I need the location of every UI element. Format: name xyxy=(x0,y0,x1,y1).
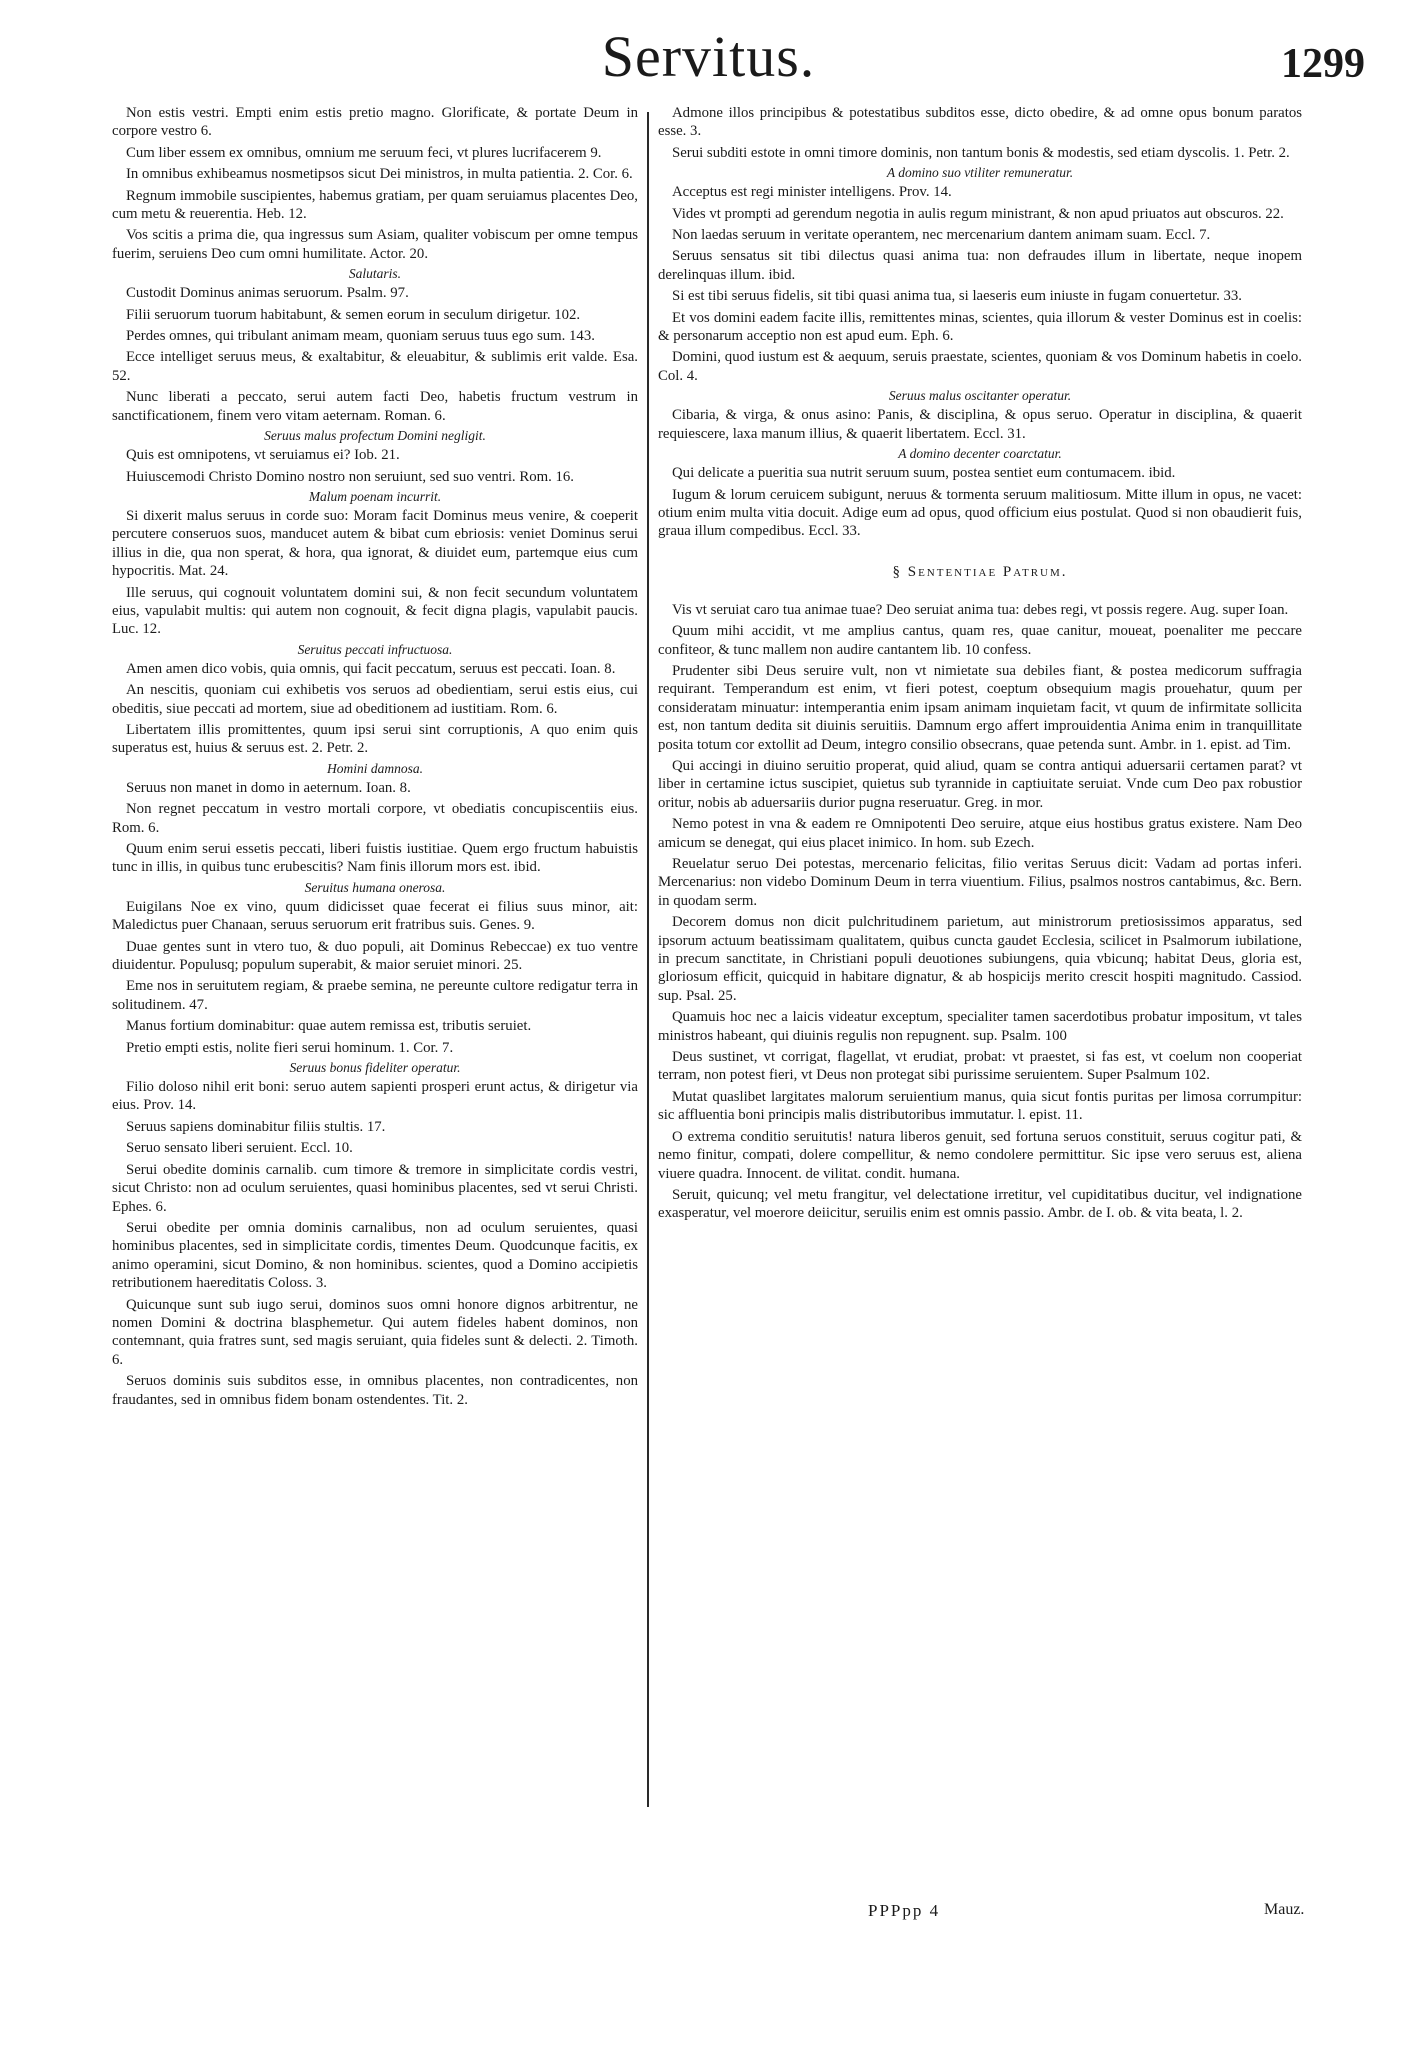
section-heading: A domino decenter coarctatur. xyxy=(898,446,1062,462)
paragraph: Ecce intelliget seruus meus, & exaltabitur, & eleuabitur, & sublimis erit valde. Esa. 52. xyxy=(112,349,638,384)
paragraph: Non estis vestri. Empti enim estis pretio magno. Glorificate, & portate Deum in corpore vestro 6. xyxy=(112,105,638,140)
paragraph: Acceptus est regi minister intelligens. Prov. 14. xyxy=(672,184,952,201)
paragraph: Vides vt prompti ad gerendum negotia in aulis regum ministrant, & non apud priuatos aut obscuros. 22. xyxy=(672,205,1284,222)
paragraph: Perdes omnes, qui tribulant animam meam, quoniam seruus tuus ego sum. 143. xyxy=(126,328,595,345)
paragraph: Huiuscemodi Christo Domino nostro non seruiunt, sed suo ventri. Rom. 16. xyxy=(126,468,574,485)
paragraph: Si est tibi seruus fidelis, sit tibi quasi anima tua, si laeseris eum iniuste in fugam conuertetur. 33. xyxy=(672,288,1242,305)
left-column xyxy=(112,104,638,1884)
section-heading: Seruus malus oscitanter operatur. xyxy=(888,388,1072,404)
signature-mark: PPPpp 4 xyxy=(868,1901,941,1920)
section-heading: Salutaris. xyxy=(348,266,402,282)
paragraph: Admone illos principibus & potestatibus subditos esse, dicto obedire, & ad omne opus bonum paratos esse. 3. xyxy=(658,105,1302,140)
paragraph: Quum mihi accidit, vt me amplius cantus, quam res, quae canitur, moueat, poenaliter me peccare confiteor, & tunc mallem non audire cantantem lib. 10 confess. xyxy=(658,623,1302,658)
paragraph: Vis vt seruiat caro tua animae tuae? Deo seruiat anima tua: debes regi, vt possis regere. Aug. super Ioan. xyxy=(672,601,1289,618)
paragraph: Qui delicate a pueritia sua nutrit seruum suum, postea sentiet eum contumacem. ibid. xyxy=(672,465,1176,482)
paragraph: Seruo sensato liberi seruient. Eccl. 10. xyxy=(126,1140,353,1157)
paragraph: Seruus sapiens dominabitur filiis stultis. 17. xyxy=(126,1118,386,1135)
paragraph: Ille seruus, qui cognouit voluntatem domini sui, & non fecit secundum voluntatem eius, vapulabit multis: qui autem non cognouit, & fecit digna plagis, vapulabit paucis. Luc. 12. xyxy=(112,584,638,638)
paragraph: Seruit, quicunq; vel metu frangitur, vel delectatione irretitur, vel cupiditatibus ducitur, vel indignatione exasperatur, vel moerore deiicitur, seruilis enim est omnis passio. Ambr. de I. ob. & vita beata, l. 2. xyxy=(658,1186,1302,1222)
paragraph: Deus sustinet, vt corrigat, flagellat, vt erudiat, probat: vt praestet, si fas est, vt coelum non cooperiat terram, non potest fieri, vt Deus non protegat sibi purissime seruientem. Super Psalmum 102. xyxy=(658,1049,1302,1084)
page-number: 1299 xyxy=(1281,41,1365,87)
paragraph: Serui subditi estote in omni timore dominis, non tantum bonis & modestis, sed etiam dyscolis. 1. Petr. 2. xyxy=(672,144,1290,161)
section-heading: Seruus malus profectum Domini negligit. xyxy=(264,428,486,444)
paragraph: Iugum & lorum ceruicem subigunt, neruus & tormenta seruum malitiosum. Mitte illum in opus, ne vacet: otium enim multa vitia docuit. Adige eum ad opus, quod officium eius postulat. Quod si non obaudierit fuis, graua illum compedibus. Eccl. 33. xyxy=(658,486,1302,540)
paragraph: Libertatem illis promittentes, quum ipsi serui sint corruptionis, A quo enim quis superatus est, huius & seruus est. 2. Petr. 2. xyxy=(112,721,638,757)
section-heading: Malum poenam incurrit. xyxy=(308,488,442,504)
section-heading: Seruitus humana onerosa. xyxy=(304,879,446,895)
paragraph: Eme nos in seruitutem regiam, & praebe semina, ne pereunte cultore redigatur terra in solitudinem. 47. xyxy=(112,978,638,1013)
paragraph: Euigilans Noe ex vino, quum didicisset quae fecerat ei filius suus minor, ait: Maledictus puer Chanaan, seruus seruorum erit fratribus suis. Genes. 9. xyxy=(112,898,638,934)
section-heading: Homini damnosa. xyxy=(326,760,423,776)
paragraph: Quicunque sunt sub iugo serui, dominos suos omni honore dignos arbitrentur, ne nomen Domini & doctrina blasphemetur. Qui autem fideles habent dominos, non contemnant, quia fratres sunt, sed magis seruiant, quia fideles sunt & delecti. 2. Timoth. 6. xyxy=(112,1296,638,1368)
paragraph: Qui accingi in diuino seruitio properat, quid aliud, quam se contra antiqui aduersarii certamen parat? vt liber in certamine ictus suscipiet, quietus sub tyrannide in captiuitate seruiat. Vnde cum Deo pax robustior oritur, nobis ab aduersariis durior pugna reseruatur. Greg. in mor. xyxy=(658,757,1302,811)
paragraph: Pretio empti estis, nolite fieri serui hominum. 1. Cor. 7. xyxy=(126,1039,454,1056)
paragraph: Manus fortium dominabitur: quae autem remissa est, tributis seruiet. xyxy=(126,1018,532,1035)
paragraph: Et vos domini eadem facite illis, remittentes minas, scientes, quia illorum & vester Dominus est in coelis: & personarum acceptio non est apud eum. Eph. 6. xyxy=(658,309,1302,345)
paragraph: Seruus sensatus sit tibi dilectus quasi anima tua: non defraudes illum in libertate, neque inopem derelinquas illum. ibid. xyxy=(658,248,1302,283)
paragraph: Quis est omnipotens, vt seruiamus ei? Iob. 21. xyxy=(126,447,400,464)
column-divider xyxy=(647,112,649,1807)
paragraph: Seruus non manet in domo in aeternum. Ioan. 8. xyxy=(126,779,411,796)
paragraph: O extrema conditio seruitutis! natura liberos genuit, sed fortuna seruos constituit, seruus cogitur pati, & nemo finitur, compati, dolere compellitur, & nemo condolere permittitur. Sic ipse vero seruus est, aliena viuere quadra. Innocent. de vilitat. condit. humana. xyxy=(658,1128,1302,1182)
paragraph: Non regnet peccatum in vestro mortali corpore, vt obediatis concupiscentiis eius. Rom. 6. xyxy=(112,801,638,836)
paragraph: Nunc liberati a peccato, serui autem facti Deo, habetis fructum vestrum in sanctificationem, finem vero vitam aeternam. Roman. 6. xyxy=(112,389,638,424)
paragraph: Quamuis hoc nec a laicis videatur exceptum, specialiter tamen sacerdotibus probatur impositum, vt tales ministros habeant, qui diuinis regulis non repugnent. sup. Psalm. 100 xyxy=(658,1009,1302,1044)
paragraph: Quum enim serui essetis peccati, liberi fuistis iustitiae. Quem ergo fructum habuistis tunc in illis, in quibus tunc erubescitis? Nam finis illorum mors est. ibid. xyxy=(112,841,638,876)
major-section-heading: § Sententiae Patrum. xyxy=(892,563,1068,580)
paragraph: Duae gentes sunt in vtero tuo, & duo populi, ait Dominus Rebeccae) ex tuo ventre diuidentur. Populusq; populum superabit, & maior seruiet minori. 25. xyxy=(112,938,638,974)
paragraph: Custodit Dominus animas seruorum. Psalm. 97. xyxy=(126,285,409,302)
paragraph: An nescitis, quoniam cui exhibetis vos seruos ad obedientiam, serui estis eius, cui obeditis, siue peccati ad mortem, siue ad obeditionem ad iustitiam. Rom. 6. xyxy=(112,682,638,717)
paragraph: Filii seruorum tuorum habitabunt, & semen eorum in seculum dirigetur. 102. xyxy=(126,306,581,323)
paragraph: Filio doloso nihil erit boni: seruo autem sapienti prosperi erunt actus, & dirigetur via eius. Prov. 14. xyxy=(112,1079,638,1114)
right-column xyxy=(658,104,1302,1884)
paragraph: Vos scitis a prima die, qua ingressus sum Asiam, qualiter vobiscum per omne tempus fuerim, seruiens Deo cum omni humilitate. Actor. 20. xyxy=(112,227,638,262)
paragraph: Nemo potest in vna & eadem re Omnipotenti Deo seruire, atque eius hostibus gratus existere. Nam Deo amicum se denegat, qui eius placet inimico. In hom. sub Ezech. xyxy=(658,816,1302,851)
paragraph: Cibaria, & virga, & onus asino: Panis, & disciplina, & opus seruo. Operatur in disciplina, & quaerit requiescere, laxa manum illius, & quaerit libertatem. Eccl. 31. xyxy=(658,407,1302,442)
catchword: Mauz. xyxy=(1264,1901,1305,1918)
paragraph: Decorem domus non dicit pulchritudinem parietum, aut ministrorum pretiosissimos apparatus, sed ipsorum actuum beatissimam qualitatem, quibus cuncta gaudet Ecclesia, scilicet in Psalmorum iubilatione, in precum sanctitate, in Christiani populi deuotiones subiungens, quia vbicunq; habitat Deus, gloria est, gloriosum efficit, quicquid in habitare dignatur, & ab hospicijs merito crescit hospiti magnitudo. Cassiod. sup. Psal. 25. xyxy=(658,914,1302,1004)
paragraph: In omnibus exhibeamus nosmetipsos sicut Dei ministros, in multa patientia. 2. Cor. 6. xyxy=(126,166,633,183)
paragraph: Si dixerit malus seruus in corde suo: Moram facit Dominus meus venire, & coeperit percutere conseruos suos, manducet autem & bibat cum ebriosis: veniet Dominus serui illius in die, qua non sperat, & hora, qua ignorat, & diuidet eum, partemque eius cum hypocritis. Mat. 24. xyxy=(112,507,638,580)
paragraph: Mutat quaslibet largitates malorum seruientium manus, quia sicut fontis puritas per limosa corrumpitur: sic affluentia boni principis malis distributoribus immutatur. l. epist. 11. xyxy=(658,1088,1302,1124)
section-heading: Seruus bonus fideliter operatur. xyxy=(289,1060,461,1076)
page-title: Servitus. xyxy=(601,24,816,89)
paragraph: Non laedas seruum in veritate operantem, nec mercenarium dantem animam suam. Eccl. 7. xyxy=(672,227,1211,244)
paragraph: Prudenter sibi Deus seruire vult, non vt nimietate sua debiles fiant, & postea medicorum suffragia requirant. Temperandum est enim, vt fieri potest, coeptum obsequium magis prouehatur, quum per consideratam minuatur: intemperantia enim ipsam animam inquietam facit, vt quum de infirmitate sollicita est, non tantum dedita sit diuinis seruitiis. Damnum ergo affert improuidentia Anima enim in tranquillitate posita totum cor extollit ad Deum, integro consilio obsecrans, quae petenda sunt. Ambr. in 1. epist. ad Tim. xyxy=(658,662,1302,753)
paragraph: Domini, quod iustum est & aequum, seruis praestate, scientes, quoniam & vos Dominum habetis in coelo. Col. 4. xyxy=(658,349,1302,384)
section-heading: A domino suo vtiliter remuneratur. xyxy=(886,165,1074,181)
paragraph: Serui obedite per omnia dominis carnalibus, non ad oculum seruientes, quasi hominibus placentes, sed in simplicitate cordis, timentes Deum. Quodcunque facitis, ex animo operamini, sicut Domino, & non hominibus. scientes, quod a Domino accipietis retributionem haereditatis Coloss. 3. xyxy=(112,1219,638,1292)
paragraph: Seruos dominis suis subditos esse, in omnibus placentes, non contradicentes, non fraudantes, sed in omnibus fidem bonam ostendentes. Tit. 2. xyxy=(112,1373,638,1408)
section-heading: Seruitus peccati infructuosa. xyxy=(297,641,453,657)
paragraph: Serui obedite dominis carnalib. cum timore & tremore in simplicitate cordis vestri, sicut Christo: non ad oculum seruientes, quasi hominibus placentes, sed vt serui Christi. Ephes. 6. xyxy=(112,1161,638,1215)
paragraph: Regnum immobile suscipientes, habemus gratiam, per quam seruiamus placentes Deo, cum metu & reuerentia. Heb. 12. xyxy=(112,187,638,223)
paragraph: Reuelatur seruo Dei potestas, mercenario felicitas, filio veritas Seruus dicit: Vadam ad portas inferi. Mercenarius: non videbo Dominum Deum in terra viuentium. Filius, psalmos nostros cantabimus, &c. Bern. in quodam serm. xyxy=(658,856,1302,909)
paragraph: Amen amen dico vobis, quia omnis, qui facit peccatum, seruus est peccati. Ioan. 8. xyxy=(126,660,616,677)
paragraph: Cum liber essem ex omnibus, omnium me seruum feci, vt plures lucrifacerem 9. xyxy=(126,144,602,161)
